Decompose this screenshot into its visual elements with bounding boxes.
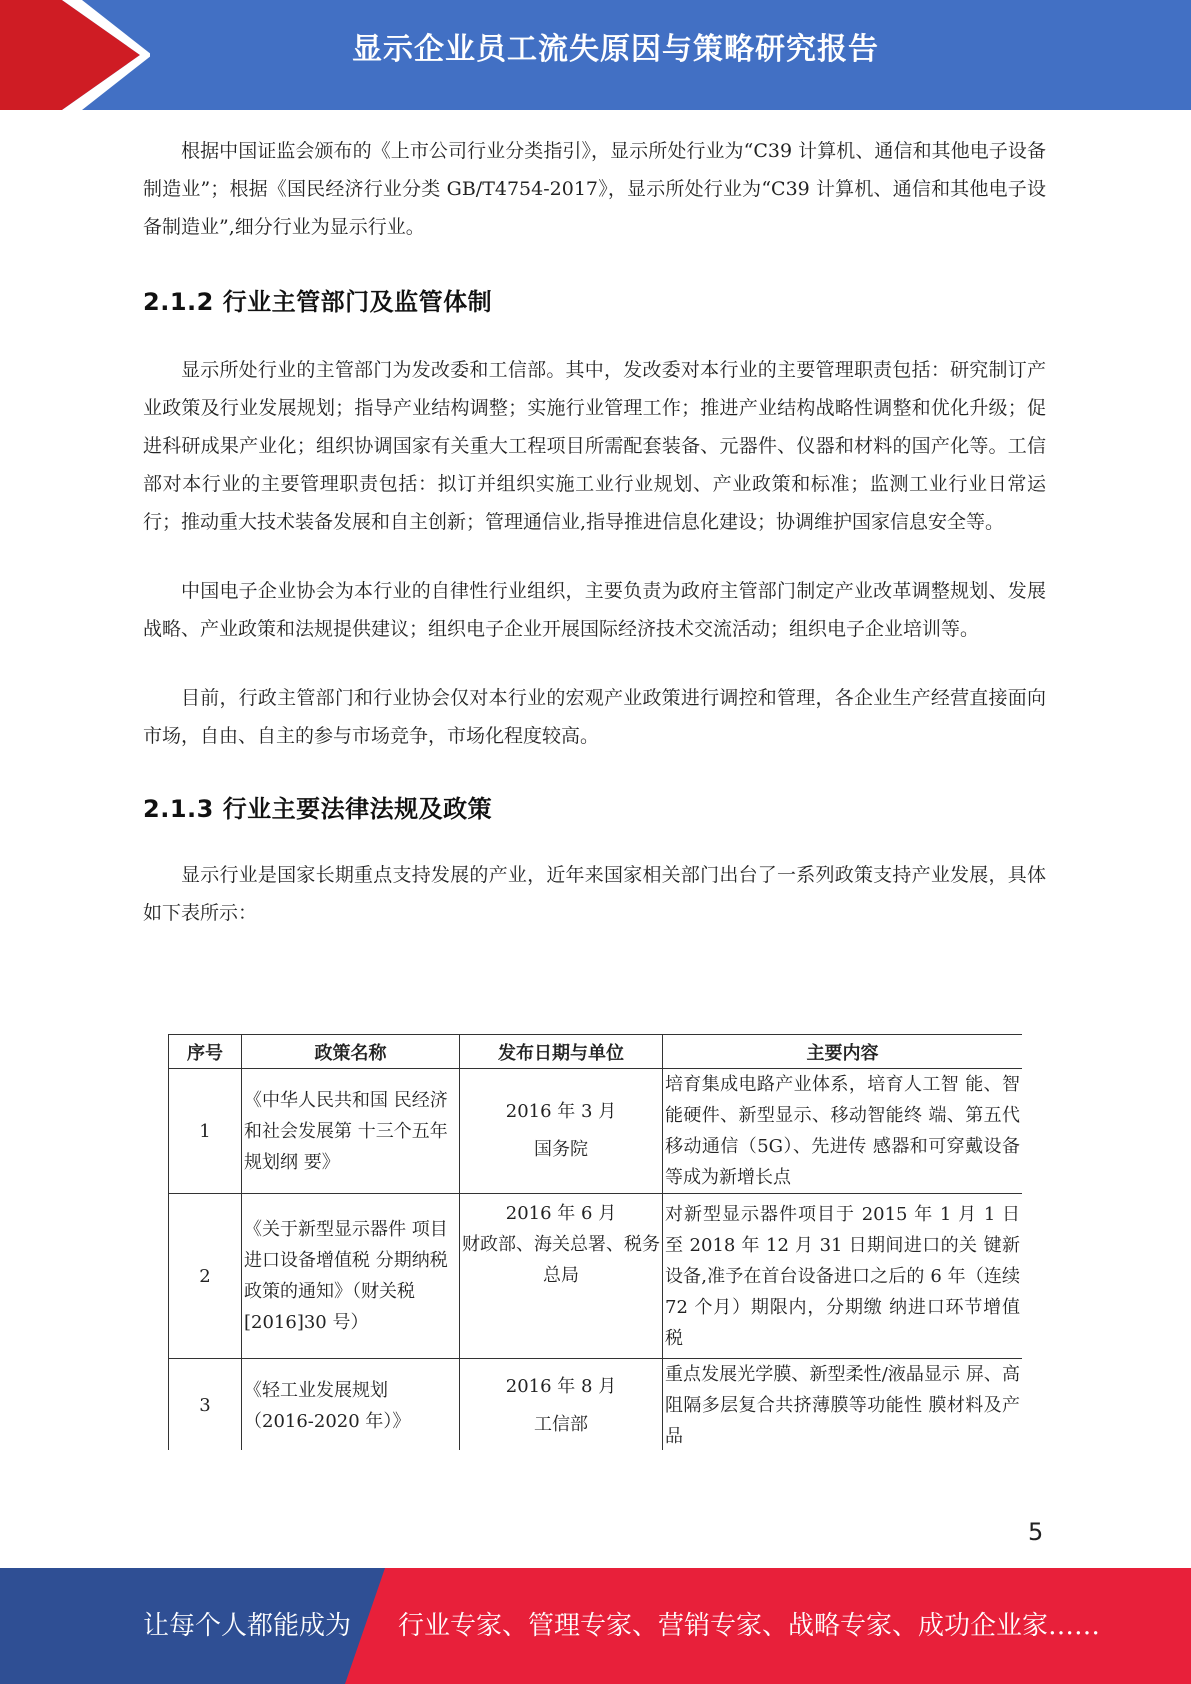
cell-policy-name: 《中华人民共和国 民经济和社会发展第 十三个五年规划纲 要》 — [242, 1069, 460, 1194]
cell-content: 培育集成电路产业体系，培育人工智 能、智能硬件、新型显示、移动智能终 端、第五代移动通信（5G）、先进传 感器和可穿戴设备等成为新增长点 — [663, 1069, 1023, 1194]
cell-unit: 工信部 — [534, 1413, 588, 1435]
cell-date-unit — [460, 1359, 663, 1451]
policy-table — [168, 1034, 1022, 1450]
cell-unit: 国务院 — [534, 1139, 588, 1160]
paragraph-industry-classification: 根据中国证监会颁布的《上市公司行业分类指引》，显示所处行业为“C39 计算机、通信和其他电子设备制造业”；根据《国民经济行业分类 GB/T4754-2017》，显示所处行业为“C39 计算机、通信和其他电子设备制造业”,细分行业为显示行业。 — [143, 140, 1046, 238]
main-content — [143, 132, 1046, 932]
table-row — [169, 1069, 1023, 1194]
header-arrow-decoration — [0, 0, 150, 110]
cell-date: 2016 年 3 月 — [505, 1101, 617, 1122]
cell-policy-name: 《关于新型显示器件 项目进口设备增值税 分期纳税政策的通知》（财关税[2016]30 号） — [242, 1194, 460, 1359]
cell-date: 2016 年 6 月 — [505, 1203, 617, 1224]
section-heading-2-1-3: 2.1.3 行业主要法律法规及政策 — [143, 795, 493, 823]
footer-slogan-right: 行业专家、管理专家、营销专家、战略专家、成功企业家…… — [398, 1611, 1101, 1641]
table-row — [169, 1359, 1023, 1451]
paragraph-policy-intro: 显示行业是国家长期重点支持发展的产业，近年来国家相关部门出台了一系列政策支持产业发展，具体如下表所示： — [143, 864, 1046, 924]
page-number: 5 — [1028, 1518, 1044, 1546]
report-title: 显示企业员工流失原因与策略研究报告 — [352, 32, 879, 67]
cell-content: 重点发展光学膜、新型柔性/液晶显示 屏、高阻隔多层复合共挤薄膜等功能性 膜材料及产品 — [663, 1359, 1023, 1451]
page-header — [0, 0, 1191, 110]
cell-index: 3 — [169, 1359, 242, 1451]
table-header-row — [169, 1035, 1023, 1069]
page-footer-banner — [0, 1568, 1191, 1684]
cell-content: 对新型显示器件项目于 2015 年 1 月 1 日至 2018 年 12 月 31 日期间进口的关 键新设备,准予在首台设备进口之后的 6 年（连续 72 个月）期限内，分期缴 纳进口环节增值税 — [663, 1194, 1023, 1359]
cell-policy-name: 《轻工业发展规划（2016-2020 年）》 — [242, 1359, 460, 1451]
table-row — [169, 1194, 1023, 1359]
header-policy-name: 政策名称 — [242, 1035, 460, 1069]
paragraph-regulatory-authorities: 显示所处行业的主管部门为发改委和工信部。其中，发改委对本行业的主要管理职责包括：研究制订产业政策及行业发展规划；指导产业结构调整；实施行业管理工作；推进产业结构战略性调整和优化升级；促进科研成果产业化；组织协调国家有关重大工程项目所需配套装备、元器件、仪器和材料的国产化等。工信部对本行业的主要管理职责包括：拟订并组织实施工业行业规划、产业政策和标准；监测工业行业日常运行；推动重大技术装备发展和自主创新；管理通信业,指导推进信息化建设；协调维护国家信息安全等。 — [143, 359, 1046, 533]
cell-date-unit — [460, 1069, 663, 1194]
cell-index: 2 — [169, 1194, 242, 1359]
paragraph-market-regulation: 目前，行政主管部门和行业协会仅对本行业的宏观产业政策进行调控和管理，各企业生产经营直接面向市场，自由、自主的参与市场竞争，市场化程度较高。 — [143, 687, 1046, 747]
cell-unit: 财政部、海关总署、税务总局 — [462, 1234, 660, 1286]
header-index: 序号 — [169, 1035, 242, 1069]
header-content: 主要内容 — [663, 1035, 1023, 1069]
cell-date-unit — [460, 1194, 663, 1359]
header-date-unit: 发布日期与单位 — [460, 1035, 663, 1069]
paragraph-industry-association: 中国电子企业协会为本行业的自律性行业组织，主要负责为政府主管部门制定产业改革调整规划、发展战略、产业政策和法规提供建议；组织电子企业开展国际经济技术交流活动；组织电子企业培训等。 — [143, 580, 1046, 640]
section-heading-2-1-2: 2.1.2 行业主管部门及监管体制 — [143, 288, 493, 316]
cell-index: 1 — [169, 1069, 242, 1194]
cell-date: 2016 年 8 月 — [505, 1375, 617, 1397]
policy-table-container — [168, 1034, 1022, 1450]
footer-slogan-left: 让每个人都能成为 — [143, 1611, 352, 1641]
